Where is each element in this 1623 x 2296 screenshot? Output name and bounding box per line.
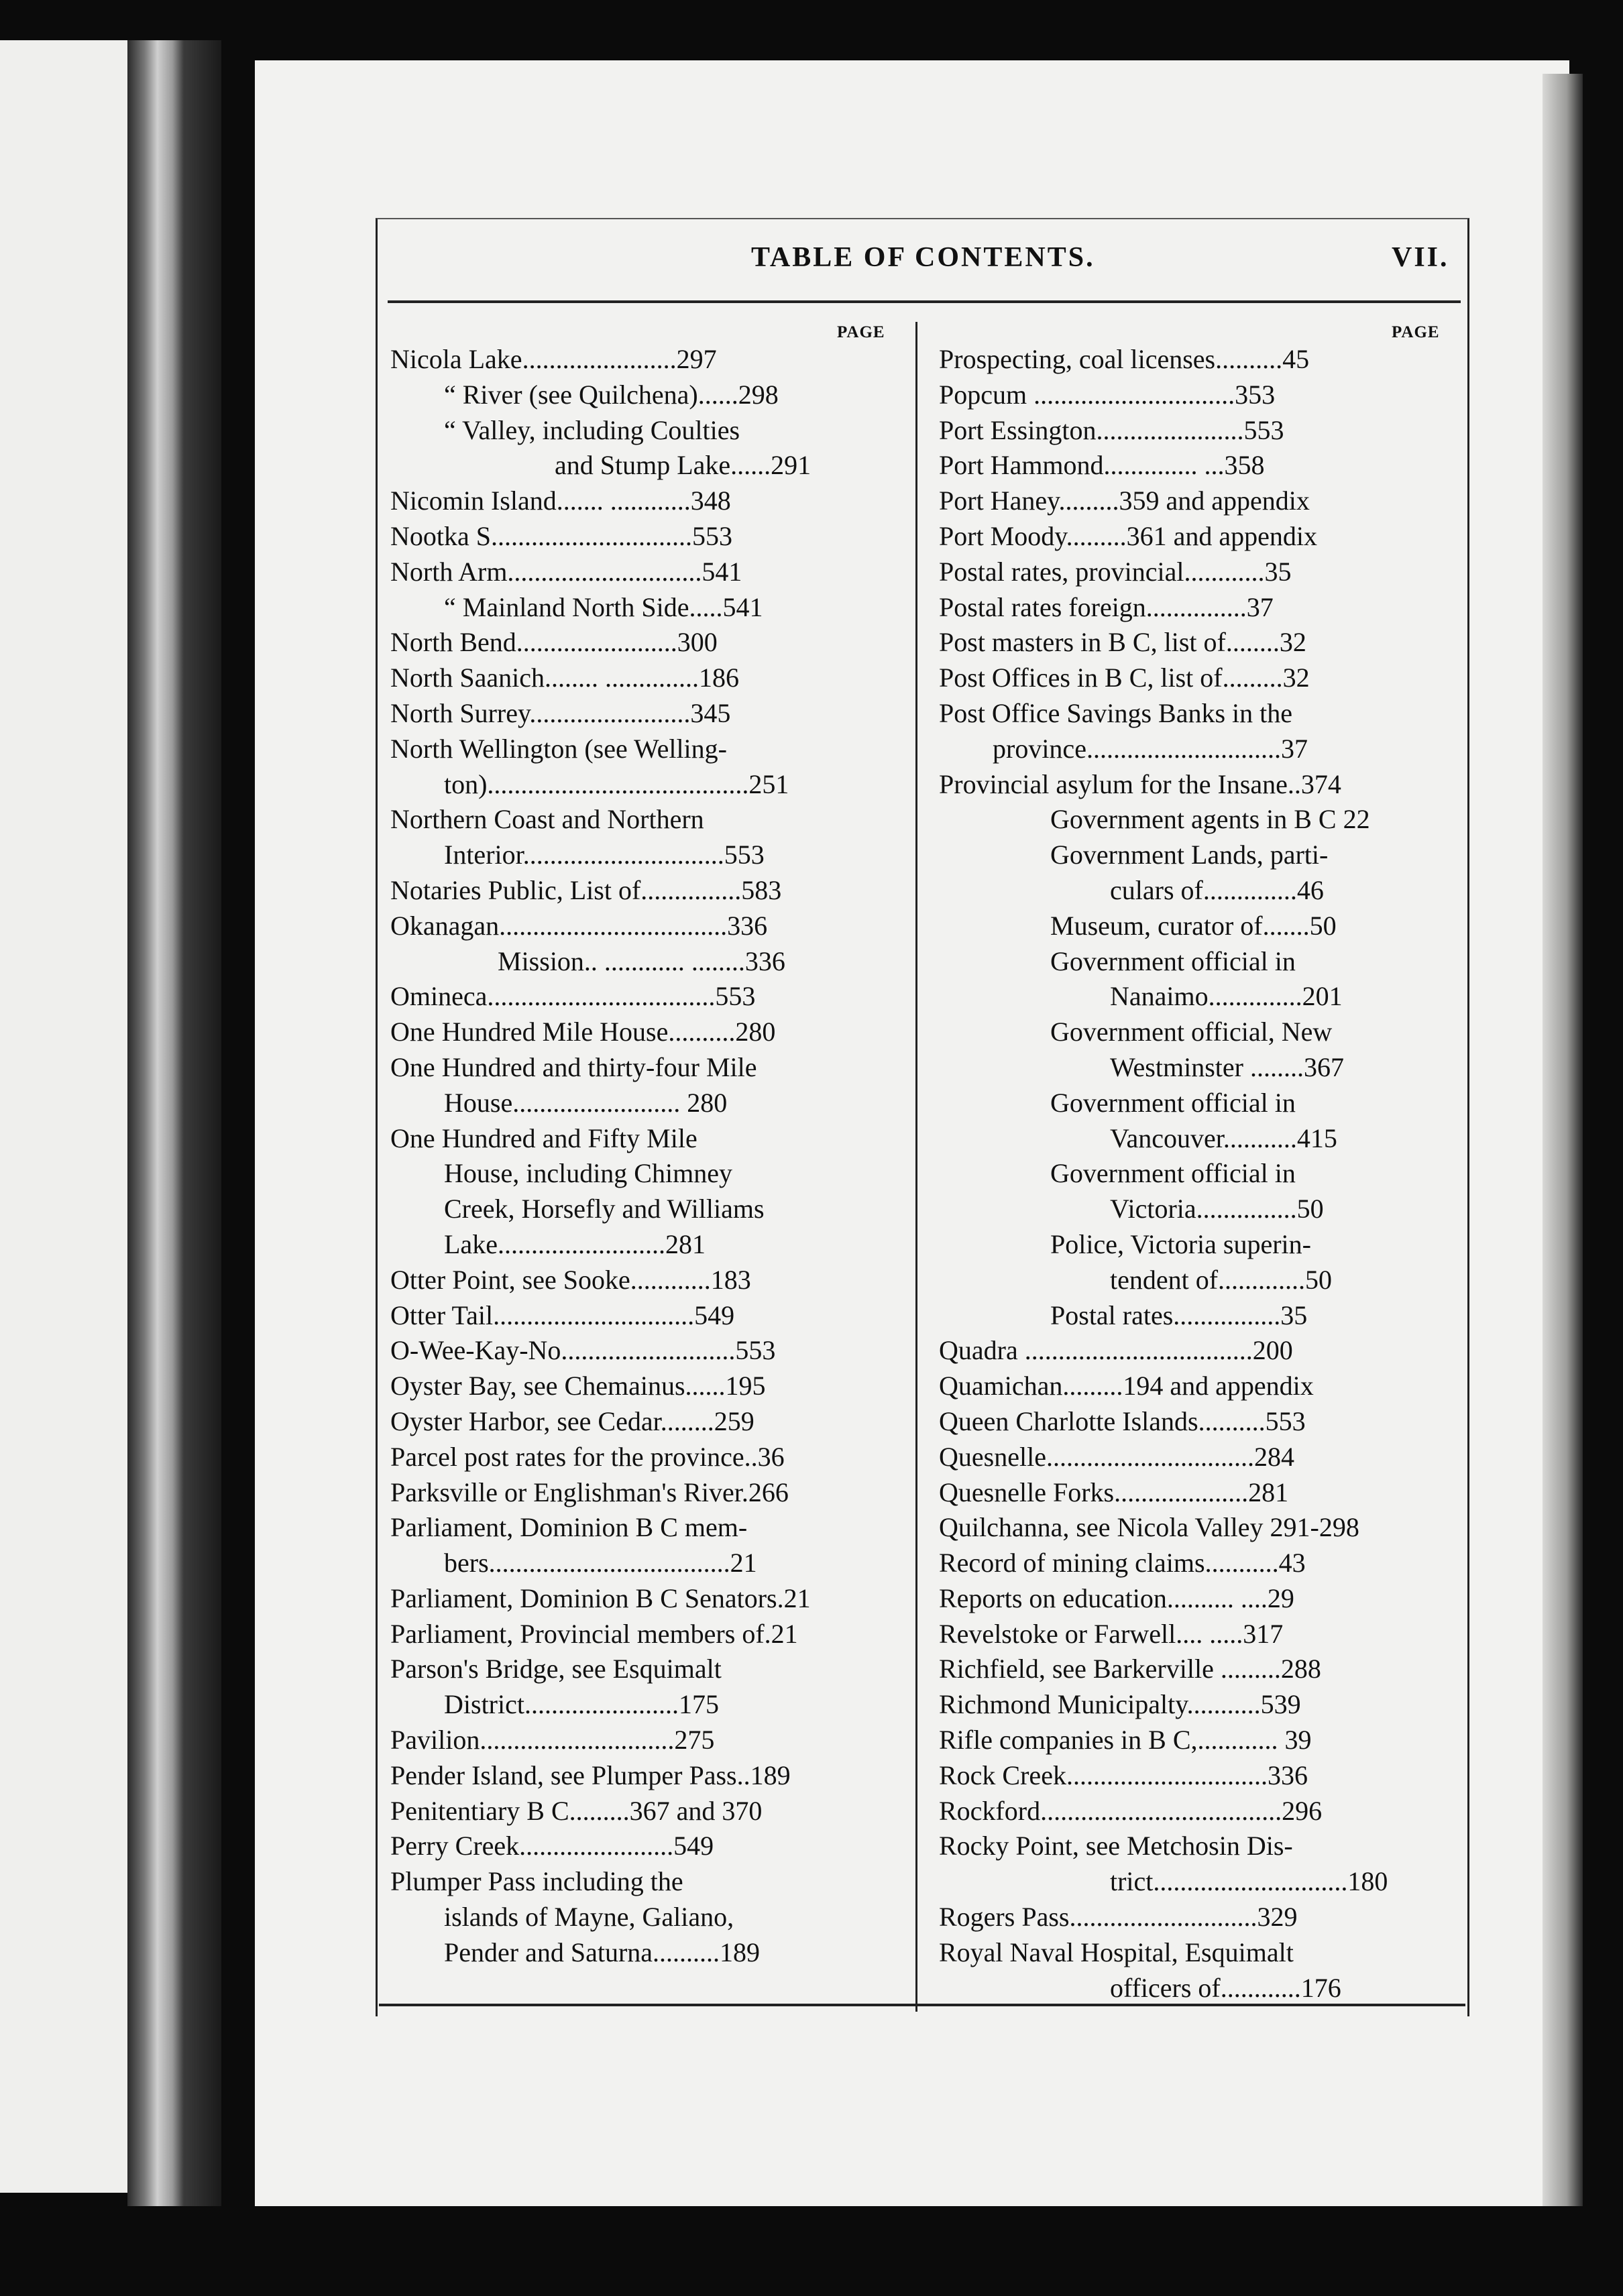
entry-line: Interior..............................553: [444, 840, 765, 870]
contents-entry: [390, 1263, 897, 1298]
contents-entry: [390, 413, 897, 484]
entry-line: bers....................................21: [444, 1548, 757, 1578]
contents-entry: [390, 1652, 897, 1723]
entry-line: Rock Creek..............................336: [939, 1760, 1308, 1790]
entry-line: Otter Point, see Sooke............183: [390, 1264, 751, 1295]
contents-entry: [939, 625, 1452, 661]
right-page-column-label: PAGE: [1392, 323, 1440, 341]
entry-line: Parcel post rates for the province..36: [390, 1441, 785, 1472]
entry-line: Penitentiary B C.........367 and 370: [390, 1795, 763, 1826]
entry-line: Creek, Horsefly and Williams: [444, 1194, 765, 1224]
entry-line: Parksville or Englishman's River.266: [390, 1477, 789, 1507]
entry-line: Pender and Saturna..........189: [444, 1937, 761, 1967]
contents-entry: [939, 1652, 1452, 1687]
entry-line: Parson's Bridge, see Esquimalt: [390, 1654, 722, 1684]
entry-line: Government official in: [1050, 1087, 1296, 1118]
entry-line: Quesnelle...............................284: [939, 1441, 1294, 1472]
contents-entry: [939, 1404, 1452, 1440]
contents-entry: [390, 555, 897, 590]
entry-line: Parliament, Provincial members of.21: [390, 1618, 798, 1649]
left-page-column-label: PAGE: [837, 323, 885, 341]
entry-line: Post masters in B C, list of........32: [939, 627, 1306, 658]
contents-entry: [390, 519, 897, 555]
contents-entry: [939, 1440, 1452, 1475]
entry-line: Royal Naval Hospital, Esquimalt: [939, 1937, 1294, 1967]
contents-entry: [390, 483, 897, 519]
contents-entry: [939, 1723, 1452, 1758]
entry-line: Post Offices in B C, list of.........32: [939, 663, 1310, 693]
right-contents-column: [939, 342, 1452, 2006]
entry-line: Post Office Savings Banks in the: [939, 697, 1293, 728]
entry-line: Nanaimo..............201: [1110, 981, 1343, 1012]
entry-line: Rifle companies in B C,............ 39: [939, 1725, 1312, 1756]
entry-line: Record of mining claims...........43: [939, 1548, 1306, 1578]
entry-line: Government official, New: [1050, 1017, 1333, 1047]
contents-entry: [390, 1794, 897, 1829]
entry-line: officers of............176: [1110, 1972, 1341, 2003]
contents-entry: [939, 1900, 1452, 1935]
contents-entry: [390, 378, 897, 413]
contents-entry: [939, 767, 1452, 803]
entry-line: Plumper Pass including the: [390, 1866, 683, 1897]
entry-line: and Stump Lake......291: [555, 450, 812, 481]
entry-line: Rockford....................................296: [939, 1795, 1323, 1826]
contents-entry: [390, 1369, 897, 1404]
contents-entry: [939, 342, 1452, 378]
contents-entry: [939, 413, 1452, 449]
entry-line: Government Lands, parti-: [1050, 840, 1329, 870]
page-edge-shadow: [1543, 74, 1583, 2206]
contents-entry: [390, 732, 897, 803]
entry-line: Oyster Bay, see Chemainus......195: [390, 1371, 766, 1401]
entry-line: House......................... 280: [444, 1087, 728, 1118]
entry-line: Queen Charlotte Islands..........553: [939, 1405, 1306, 1436]
contents-entry: [939, 448, 1452, 483]
entry-line: Revelstoke or Farwell.... .....317: [939, 1618, 1284, 1649]
entry-line: Nicomin Island....... ............348: [390, 485, 731, 516]
contents-entry: [390, 1510, 897, 1581]
contents-entry: [939, 661, 1452, 696]
entry-line: Parliament, Dominion B C Senators.21: [390, 1583, 811, 1613]
contents-entry: [390, 1758, 897, 1794]
entry-line: Rocky Point, see Metchosin Dis-: [939, 1831, 1293, 1861]
contents-entry: [939, 802, 1452, 838]
contents-entry: [939, 483, 1452, 519]
contents-entry: [939, 1227, 1452, 1298]
entry-line: Government official in: [1050, 945, 1296, 976]
entry-line: islands of Mayne, Galiano,: [444, 1902, 734, 1933]
entry-line: Richfield, see Barkerville .........288: [939, 1654, 1321, 1684]
header-rule: [388, 300, 1461, 303]
contents-entry: [390, 979, 897, 1015]
page-number: VII.: [1392, 242, 1449, 273]
entry-line: Lake.........................281: [444, 1228, 706, 1259]
contents-entry: [390, 342, 897, 378]
entry-line: North Arm.............................541: [390, 556, 742, 587]
entry-line: Port Essington......................553: [939, 414, 1284, 445]
entry-line: One Hundred Mile House..........280: [390, 1017, 776, 1047]
entry-line: Nicola Lake.......................297: [390, 344, 717, 374]
contents-entry: [390, 1829, 897, 1864]
entry-line: Victoria...............50: [1110, 1194, 1324, 1224]
entry-line: Quamichan.........194 and appendix: [939, 1371, 1314, 1401]
entry-line: Notaries Public, List of...............583: [390, 874, 782, 905]
entry-line: Pender Island, see Plumper Pass..189: [390, 1760, 791, 1790]
contents-entry: [390, 1723, 897, 1758]
entry-line: Rogers Pass............................329: [939, 1902, 1298, 1933]
contents-entry: [390, 944, 897, 980]
contents-entry: [939, 1758, 1452, 1794]
contents-entry: [390, 909, 897, 944]
entry-line: North Wellington (see Welling-: [390, 733, 727, 764]
column-divider: [915, 322, 917, 2012]
contents-entry: [390, 1121, 897, 1263]
entry-line: province.............................37: [993, 733, 1308, 764]
entry-line: One Hundred and thirty-four Mile: [390, 1051, 757, 1082]
contents-entry: [939, 1475, 1452, 1511]
entry-line: trict.............................180: [1110, 1866, 1388, 1897]
contents-entry: [939, 590, 1452, 626]
entry-line: Government agents in B C 22: [1050, 804, 1370, 835]
entry-line: Provincial asylum for the Insane..374: [939, 768, 1341, 799]
contents-entry: [939, 519, 1452, 555]
entry-line: culars of..............46: [1110, 874, 1324, 905]
entry-line: Perry Creek.......................549: [390, 1831, 714, 1861]
contents-entry: [939, 1935, 1452, 2006]
entry-line: Vancouver...........415: [1110, 1123, 1337, 1153]
entry-line: Prospecting, coal licenses..........45: [939, 344, 1310, 374]
contents-entry: [390, 873, 897, 909]
contents-entry: [939, 1794, 1452, 1829]
entry-line: Okanagan..................................336: [390, 910, 768, 941]
entry-line: Parliament, Dominion B C mem-: [390, 1512, 748, 1543]
entry-line: Postal rates................35: [1050, 1300, 1308, 1330]
entry-line: “ Valley, including Coulties: [444, 414, 740, 445]
contents-entry: [390, 625, 897, 661]
contents-entry: [939, 1015, 1452, 1086]
entry-line: Northern Coast and Northern: [390, 804, 704, 835]
contents-entry: [390, 1475, 897, 1511]
contents-entry: [390, 1050, 897, 1121]
contents-entry: [939, 555, 1452, 590]
entry-line: Postal rates foreign...............37: [939, 591, 1274, 622]
entry-line: Museum, curator of.......50: [1050, 910, 1337, 941]
contents-entry: [390, 1617, 897, 1652]
contents-entry: [939, 1156, 1452, 1227]
contents-entry: [939, 1581, 1452, 1617]
entry-line: Port Hammond.............. ...358: [939, 450, 1265, 481]
entry-line: Omineca..................................553: [390, 981, 756, 1012]
entry-line: “ Mainland North Side.....541: [444, 591, 763, 622]
contents-entry: [939, 696, 1452, 767]
contents-entry: [939, 1829, 1452, 1900]
contents-entry: [390, 590, 897, 626]
entry-line: O-Wee-Kay-No..........................553: [390, 1335, 776, 1366]
contents-entry: [390, 1298, 897, 1334]
entry-line: Mission.. ............ ........336: [498, 945, 785, 976]
entry-line: Reports on education.......... ....29: [939, 1583, 1294, 1613]
entry-line: Quilchanna, see Nicola Valley 291-298: [939, 1512, 1359, 1543]
entry-line: Popcum ..............................353: [939, 379, 1276, 410]
entry-line: ton).......................................251: [444, 768, 789, 799]
entry-line: Police, Victoria superin-: [1050, 1228, 1311, 1259]
entry-line: One Hundred and Fifty Mile: [390, 1123, 697, 1153]
contents-entry: [390, 661, 897, 696]
contents-entry: [939, 1086, 1452, 1157]
entry-line: Oyster Harbor, see Cedar........259: [390, 1405, 754, 1436]
contents-entry: [390, 1015, 897, 1050]
entry-line: North Bend........................300: [390, 627, 718, 658]
entry-line: Nootka S..............................553: [390, 520, 732, 551]
contents-entry: [390, 1581, 897, 1617]
page-title: TABLE OF CONTENTS.: [751, 242, 1095, 273]
entry-line: House, including Chimney: [444, 1158, 732, 1189]
entry-line: Westminster ........367: [1110, 1051, 1344, 1082]
contents-entry: [939, 1369, 1452, 1404]
contents-entry: [390, 696, 897, 732]
book-spine-gutter: [127, 40, 221, 2206]
contents-entry: [939, 909, 1452, 944]
entry-line: Quadra ..................................200: [939, 1335, 1293, 1366]
entry-line: North Saanich........ ..............186: [390, 663, 739, 693]
entry-line: Quesnelle Forks....................281: [939, 1477, 1289, 1507]
entry-line: Government official in: [1050, 1158, 1296, 1189]
entry-line: Port Haney.........359 and appendix: [939, 485, 1310, 516]
contents-entry: [390, 1333, 897, 1369]
entry-line: District.......................175: [444, 1689, 719, 1720]
entry-line: Port Moody.........361 and appendix: [939, 520, 1318, 551]
contents-entry: [939, 944, 1452, 1015]
contents-entry: [390, 1440, 897, 1475]
contents-entry: [939, 378, 1452, 413]
contents-entry: [939, 1510, 1452, 1546]
contents-entry: [939, 1333, 1452, 1369]
contents-entry: [939, 838, 1452, 909]
contents-entry: [939, 1617, 1452, 1652]
entry-line: Pavilion.............................275: [390, 1725, 715, 1756]
contents-entry: [390, 802, 897, 873]
contents-entry: [939, 1546, 1452, 1581]
left-contents-column: [390, 342, 897, 1971]
entry-line: tendent of.............50: [1110, 1264, 1333, 1295]
entry-line: Postal rates, provincial............35: [939, 556, 1292, 587]
contents-entry: [390, 1404, 897, 1440]
contents-entry: [390, 1864, 897, 1970]
entry-line: Otter Tail..............................549: [390, 1300, 735, 1330]
contents-entry: [939, 1298, 1452, 1334]
contents-entry: [939, 1687, 1452, 1723]
entry-line: North Surrey........................345: [390, 697, 731, 728]
entry-line: “ River (see Quilchena)......298: [444, 379, 779, 410]
entry-line: Richmond Municipalty...........539: [939, 1689, 1301, 1720]
